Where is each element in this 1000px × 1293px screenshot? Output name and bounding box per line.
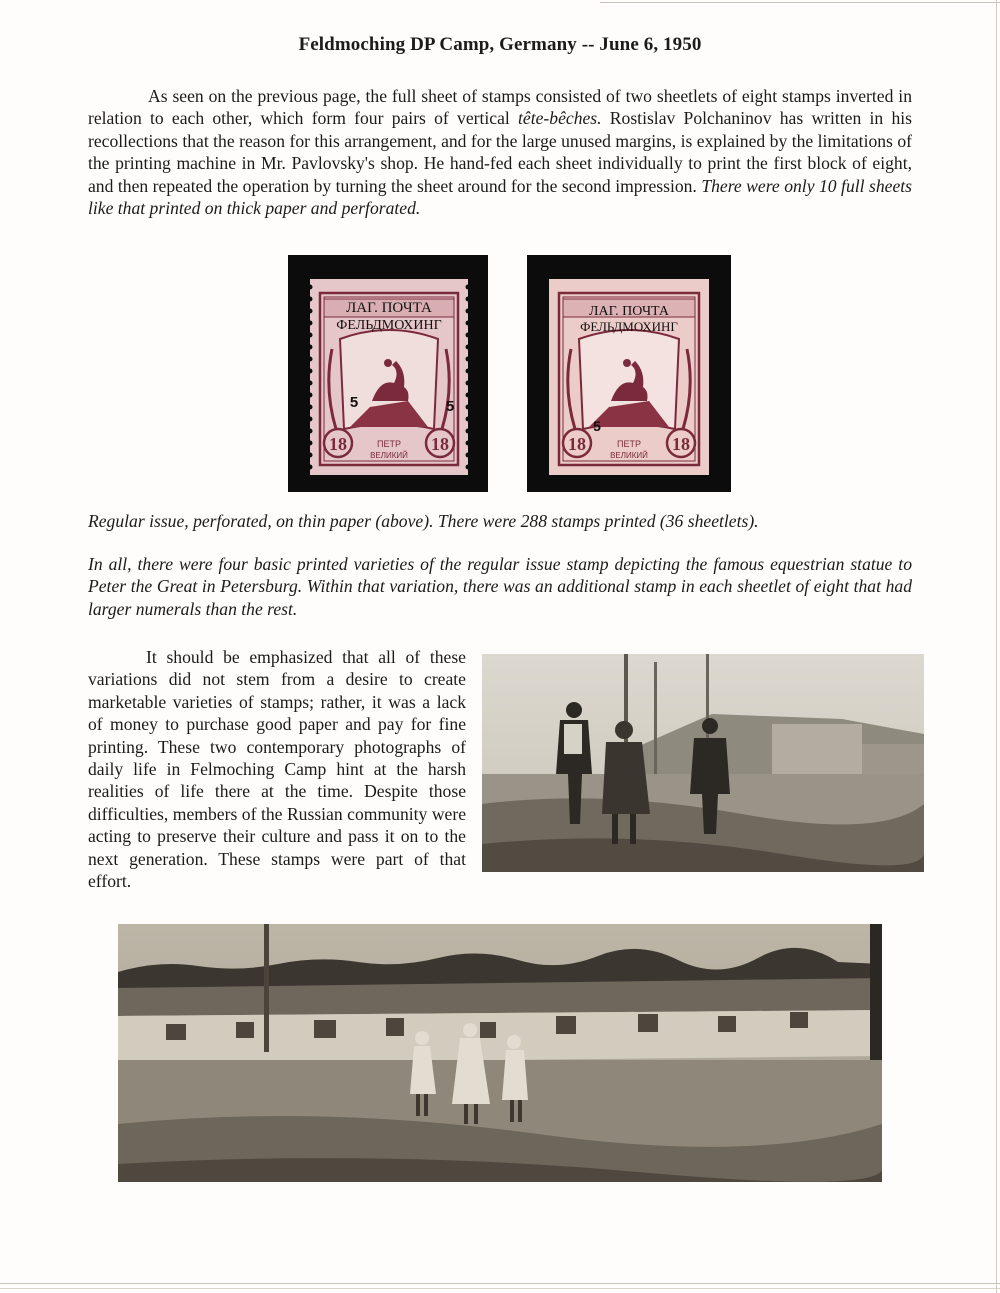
tete-beches-term: tête-bêches. <box>518 108 602 129</box>
stamp-right-label-2: ВЕЛИКИЙ <box>610 451 648 460</box>
stamp-right-overprint-1: ЛАГ. ПОЧТА <box>588 304 670 319</box>
stamp-left-label-1: ПЕТР <box>377 439 401 449</box>
page-title: Feldmoching DP Camp, Germany -- June 6, 1950 <box>298 34 702 55</box>
bottom-rule-secondary <box>0 1288 1000 1289</box>
stamp-image-right <box>549 279 709 475</box>
varieties-paragraph: In all, there were four basic printed varieties of the regular issue stamp depicting the famous equestrian statue to Peter the Great in Petersburg. Within that variation, there was an additional stamp in each sheetlet of eight that had larger numerals than the rest. <box>88 554 912 619</box>
stamp-left-label-2: ВЕЛИКИЙ <box>370 451 408 460</box>
stamp-right-surcharge-left: 5 <box>593 418 601 434</box>
stamp-left-surcharge-right: 5 <box>445 398 455 415</box>
stamp-right-value-right: 18 <box>672 434 690 454</box>
stamp-illustration-left <box>310 279 468 475</box>
stamp-right-label-1: ПЕТР <box>617 439 641 449</box>
intro-text-b: Rostislav Polchaninov has written in his recollections that the reason for this arrangement, and for the large unused margins, is explained by the limitations of the printing machine in Mr. Pavlovsky's shop. He hand-fed each sheet individually to print the first block of eight, and then repeated the operation by turning the sheet around for the second impression. <box>88 108 912 196</box>
stamp-right-overprint-2: ФЕЛЬДМОХИНГ <box>580 319 678 334</box>
stamp-image-left <box>310 279 468 475</box>
stamp-left-value-right: 18 <box>431 434 449 454</box>
intro-text-a: As seen on the previous page, the full sheet of stamps consisted of two sheetlets of eight stamps inverted in relation to each other, which form four pairs of vertical <box>88 86 912 129</box>
bottom-rule <box>0 1283 1000 1284</box>
stamp-caption: Regular issue, perforated, on thin paper (above). There were 288 stamps printed (36 sheetlets). <box>88 511 759 531</box>
top-rule <box>600 2 1000 3</box>
camp-photo-barracks <box>118 924 882 1182</box>
camp-photo-barracks-image <box>118 924 882 1182</box>
stamp-left-overprint-2: ФЕЛЬДМОХИНГ <box>336 318 442 333</box>
right-edge-rule <box>996 0 997 1293</box>
camp-photo-people <box>482 654 924 872</box>
emphasis-paragraph: It should be emphasized that all of these variations did not stem from a desire to create marketable varieties of stamps; rather, it was a lack of money to purchase good paper and pay for fine printing. These two contemporary photographs of daily life in Felmoching Camp hint at the harsh realities of life there at the time. Despite those difficulties, members of the Russian community were acting to preserve their culture and pass it on to the next generation. These stamps were part of that effort. <box>88 647 466 892</box>
camp-photo-people-image <box>482 654 924 872</box>
stamp-left-value-left: 18 <box>329 434 347 454</box>
stamp-left-overprint-1: ЛАГ. ПОЧТА <box>346 300 432 316</box>
stamp-illustration-right <box>549 279 709 475</box>
stamp-right-value-left: 18 <box>568 434 586 454</box>
stamp-mount-right <box>527 255 731 492</box>
intro-paragraph <box>88 85 912 219</box>
stamp-mount-left <box>288 255 488 492</box>
intro-italic-end: There were only 10 full sheets like that printed on thick paper and perforated. <box>88 175 912 219</box>
stamp-left-surcharge-left: 5 <box>349 394 359 411</box>
